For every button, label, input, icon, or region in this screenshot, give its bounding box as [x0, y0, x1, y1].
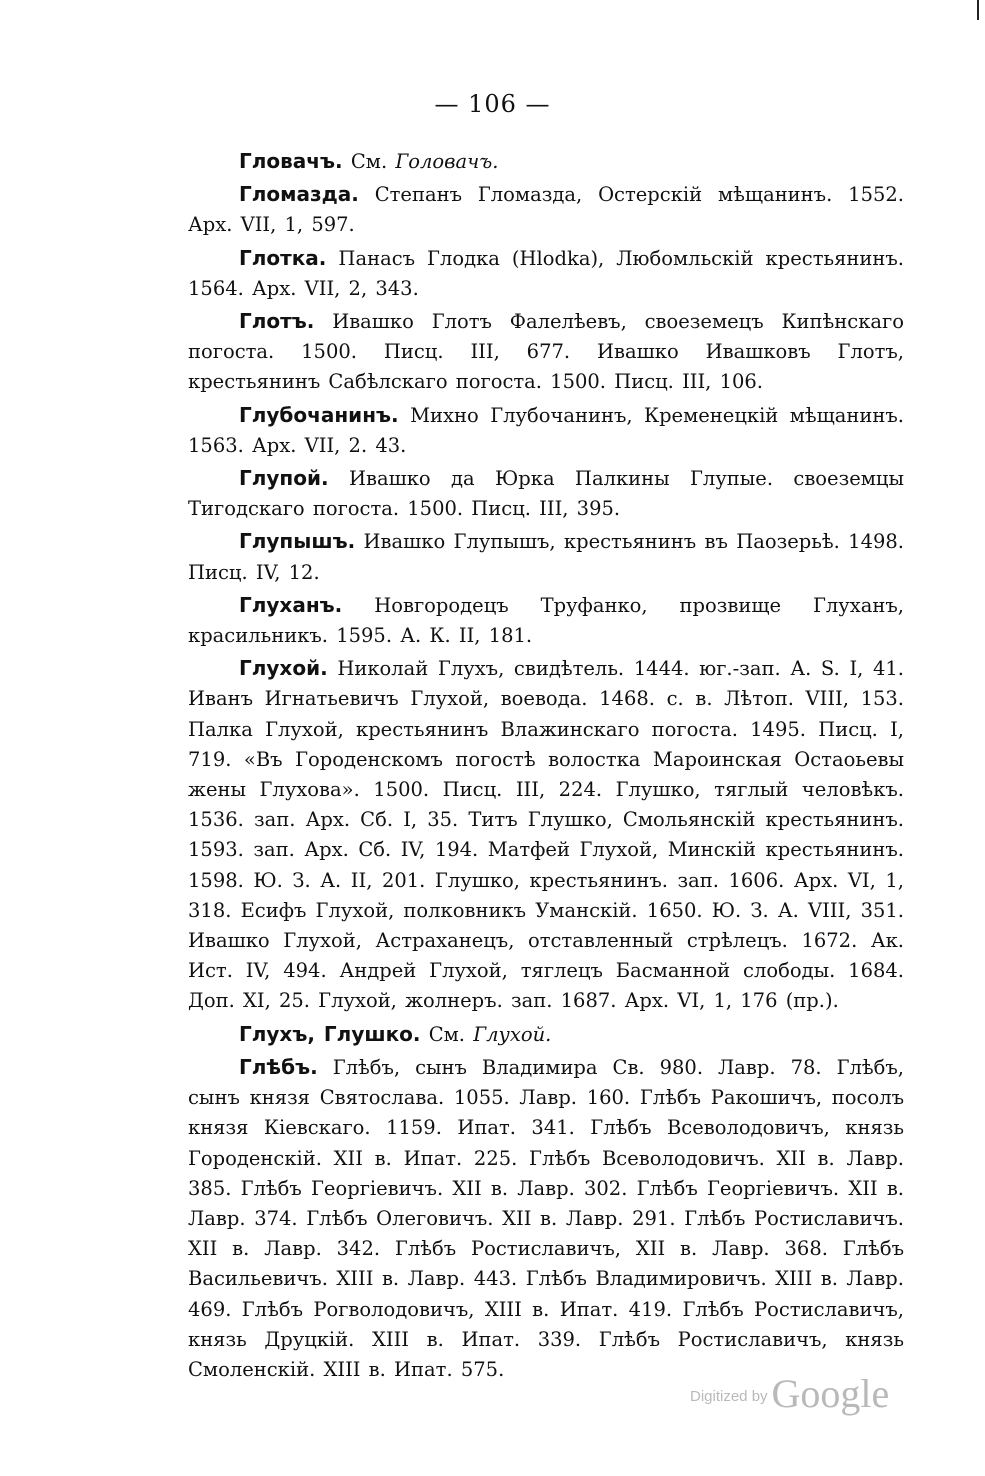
entry-headword: Глубочанинъ. — [239, 402, 399, 427]
scan-edge-mark — [977, 0, 979, 20]
entry-glotka — [188, 243, 904, 304]
entry-glupysh — [188, 526, 904, 587]
entry-glukhoy — [188, 653, 904, 1016]
entry-body: См. — [420, 1022, 474, 1046]
entry-body: Панасъ Глодка (Hlodka), Любомльскій крестьянинъ. 1564. Арх. VII, 2, 343. — [188, 246, 904, 300]
entry-headword: Глотъ. — [239, 309, 315, 334]
entry-body: Михно Глубочанинъ, Кременецкій мѣщанинъ. 1563. Арх. VII, 2. 43. — [188, 403, 904, 457]
digitized-watermark — [690, 1370, 889, 1417]
entry-glupoy — [188, 463, 904, 524]
entry-headword: Глухой. — [239, 656, 328, 681]
entry-body: Николай Глухъ, свидѣтель. 1444. юг.-зап. А. S. I, 41. Иванъ Игнатьевичъ Глухой, воевода. 1468. с. в. Лѣтоп. VIII, 153. Палка Глухой, крестьянинъ Влажинскаго погоста. 1495. Писц. I, 719. «Въ Городенскомъ погостѣ волостка Мароинская Остаоьевы жены Глухова». 1500. Писц. III, 224. Глушко, тяглый человѣкъ. 1536. зап. Арх. Сб. I, 35. Титъ Глушко, Смольянскій крестьянинъ. 1593. зап. Арх. Сб. IV, 194. Матфей Глухой, Минскій крестьянинъ. 1598. Ю. З. А. II, 201. Глушко, крестьянинъ. зап. 1606. Арх. VI, 1, 318. Есифъ Глухой, полковникъ Уманскій. 1650. Ю. З. А. VIII, 351. Ивашко Глухой, Астраханецъ, отставленный стрѣлецъ. 1672. Ак. Ист. IV, 494. Андрей Глухой, тяглецъ Басманной слободы. 1684. Доп. XI, 25. Глухой, жолнеръ. зап. 1687. Арх. VI, 1, 176 (пр.). — [188, 657, 904, 1013]
entry-glomazda — [188, 179, 904, 240]
watermark-prefix: Digitized by — [690, 1388, 768, 1405]
entry-headword: Глѣбъ. — [239, 1054, 318, 1079]
entry-glot — [188, 306, 904, 398]
entry-glovach — [188, 146, 904, 177]
entry-headword: Глуханъ. — [239, 592, 343, 617]
entry-headword: Глотка. — [239, 245, 327, 270]
dictionary-text — [188, 146, 904, 1387]
entry-glukh-glushko — [188, 1019, 904, 1050]
entry-glubochanin — [188, 400, 904, 461]
watermark-brand-logo: Google — [771, 1371, 890, 1416]
entry-body: Новгородецъ Труфанко, прозвище Глуханъ, красильникъ. 1595. А. К. II, 181. — [188, 593, 904, 648]
entry-body: Ивашко Глотъ Фалелѣевъ, своеземецъ Кипѣнскаго погоста. 1500. Писц. III, 677. Ивашко Ивашковъ Глотъ, крестьянинъ Сабѣлскаго погоста. 1500. Писц. III, 106. — [188, 310, 904, 394]
entry-headword: Глупышъ. — [239, 529, 356, 554]
entry-headword: Глупой. — [239, 466, 329, 491]
entry-cross-reference: Головачъ. — [395, 150, 499, 173]
entry-body: Ивашко да Юрка Палкины Глупые. своеземцы Тигодскаго погоста. 1500. Писц. III, 395. — [188, 467, 904, 521]
page-number: — 106 — — [434, 90, 551, 118]
entry-body: Ивашко Глупышъ, крестьянинъ въ Паозерьѣ. 1498. Писц. IV, 12. — [188, 530, 904, 584]
entry-body: Глѣбъ, сынъ Владимира Св. 980. Лавр. 78. Глѣбъ, сынъ князя Святослава. 1055. Лавр. 160. Глѣбъ Ракошичъ, посолъ князя Кіевскаго. 1159. Ипат. 341. Глѣбъ Всеволодовичъ, князь Городенскій. XII в. Ипат. 225. Глѣбъ Всеволодовичъ. XII в. Лавр. 385. Глѣбъ Георгіевичъ. XII в. Лавр. 302. Глѣбъ Георгіевичъ. XII в. Лавр. 374. Глѣбъ Олеговичъ. XII в. Лавр. 291. Глѣбъ Ростиславичъ. XII в. Лавр. 342. Глѣбъ Ростиславичъ, XII в. Лавр. 368. Глѣбъ Васильевичъ. XIII в. Лавр. 443. Глѣбъ Владимировичъ. XIII в. Лавр. 469. Глѣбъ Рогволодовичъ, XIII в. Ипат. 419. Глѣбъ Ростиславичъ, князь Друцкій. XIII в. Ипат. 339. Глѣбъ Ростиславичъ, князь Смоленскій. XIII в. Ипат. 575. — [188, 1055, 904, 1381]
entry-headword: Глухъ, Глушко. — [239, 1021, 421, 1046]
entry-cross-reference: Глухой. — [473, 1022, 552, 1046]
entry-gleb — [188, 1052, 904, 1385]
entry-body: См. — [342, 150, 396, 173]
entry-headword: Гловачъ. — [239, 149, 343, 173]
entry-headword: Гломазда. — [239, 182, 359, 207]
entry-glukhan — [188, 590, 904, 651]
entry-body: Степанъ Гломазда, Остерскій мѣщанинъ. 1552. Арх. VII, 1, 597. — [188, 183, 904, 237]
